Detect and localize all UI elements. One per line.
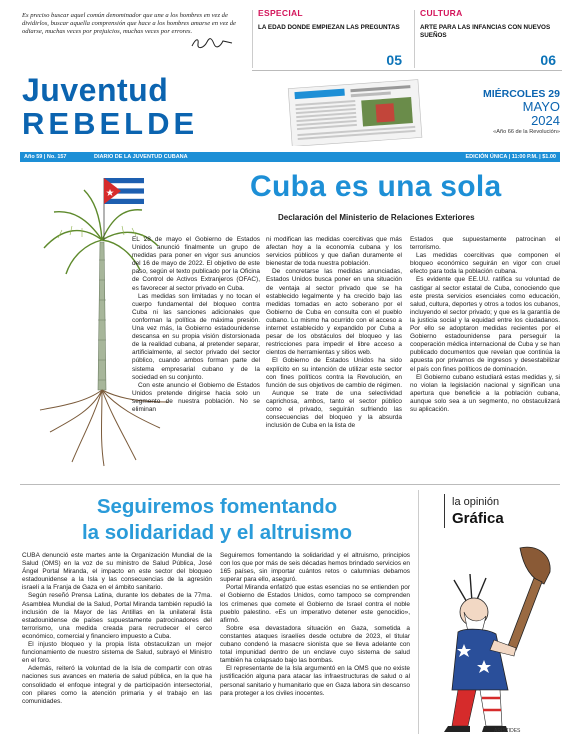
header-divider — [414, 10, 415, 68]
section-rule — [20, 484, 560, 485]
paragraph: Según reseñó Prensa Latina, durante los debates de la 77ma. Asamblea Mundial de la Salud, Portal Miranda también repudió la inclusión de la Mayor de las Antillas en la unilateral lista estadounidense de países supuestamente patrocinadores del terrorismo, una medida creada para recrudecer el cerco económico, comercial y financiero impuesto a Cuba. — [22, 592, 212, 640]
lead-subheadline: Declaración del Ministerio de Relaciones Exteriores — [278, 213, 475, 222]
teaser-headline: ARTE PARA LAS INFANCIAS CON NUEVOS SUEÑOS — [420, 24, 551, 39]
teaser-especial[interactable] — [258, 8, 408, 72]
paragraph: EL 28 de mayo el Gobierno de Estados Unidos anunció finalmente un grupo de medidas para poner en vigor sus anuncios del 16 de mayo de 2022. El objetivo de este paso, según el texto publicado por la Oficina de Control de Activos Extranjeros (OFAC), es favorecer al sector privado en Cuba. — [132, 236, 260, 292]
second-headline-line1[interactable]: Seguiremos fomentando — [96, 495, 338, 518]
date-year: 2024 — [531, 113, 560, 128]
edition-info: EDICIÓN ÚNICA | 11:00 P.M. | $1.00 — [465, 154, 556, 160]
paragraph: Aunque se trate de una selectividad caprichosa, ambos, tanto el sector público como el privado, seguirán sufriendo las consecuencias del bloqueo y la absurda inclusión de Cuba en la lista de — [266, 389, 402, 430]
issue-number: Año 59 | No. 157 — [24, 154, 67, 160]
newspaper-thumbnail-image[interactable] — [280, 78, 430, 146]
date-weekday: MIÉRCOLES 29 — [482, 88, 560, 100]
year-motto: «Año 66 de la Revolución» — [493, 129, 560, 135]
paragraph: CUBA denunció este martes ante la Organización Mundial de la Salud (OMS) en la voz de su ministro de Salud Pública, José Ángel Portal Miranda, el impacto en este sector del bloqueo estadounidense a la Isla y las consecuencias de la agresión israelí a la Franja de Gaza en el ámbito sanitario. — [22, 552, 212, 592]
paragraph: El Gobierno de Estados Unidos ha sido explícito en su intención de utilizar este sector con fines políticos contra la Revolución, en función de sus objetivos de cambio de régimen. — [266, 357, 402, 389]
lead-column-2 — [266, 236, 402, 430]
masthead-quote: Es preciso buscar aquel común denominador que une a los hombres en vez de dividirlos, buscar aquella comprensión que hace a los hombres amarse en vez de odiarse, muchas veces por prejuicios, muchas veces por errores. — [22, 12, 236, 36]
teaser-page: 06 — [540, 52, 556, 68]
header-divider — [252, 10, 253, 68]
logo-juventud: Juventud — [22, 72, 169, 108]
paragraph: El representante de la Isla argumentó en la OMS que no existe justificación alguna para atacar las infraestructuras de salud o al personal sanitario y humanitario que en Gaza labora sin descanso para proteger a los civiles inocentes. — [220, 665, 410, 697]
lead-headline[interactable]: Cuba es una sola — [250, 170, 502, 203]
teaser-section: CULTURA — [420, 8, 463, 18]
paragraph: Seguiremos fomentando la solidaridad y el altruismo, principios con los que por más de seis décadas hemos brindado servicios en 165 países, sin importar cuántos retos o calumnias debamos superar para ello, aseguró. — [220, 552, 411, 584]
paragraph: Las medidas son limitadas y no tocan el cuerpo fundamental del bloqueo contra Cuba ni las sanciones adicionales que conforman la política de máxima presión. Una vez más, la Gobierno estadounidense descansa en su propia visión distorsionada de la realidad cubana, al pretender separar, artificialmente, al sector privado del sector público, cuando ambos forman parte del sistema empresarial cubano y de la sociedad en su conjunto. — [132, 292, 260, 381]
paragraph: De concretarse las medidas anunciadas, Estados Unidos busca poner en una situación de ventaja al sector privado que se ha establecido legalmente y ha crecido bajo las medidas tomadas en acto soberano por el Gobierno de Cuba en consulta con el pueblo cubano. Lo mismo ha ocurrido con el acceso a internet establecido y expandido por Cuba a pesar de los obstáculos del bloqueo y las restricciones para impedir el libre acceso a cientos de herramientas y sitios web. — [266, 268, 402, 357]
edition-date — [483, 88, 560, 135]
second-column-2 — [220, 552, 410, 698]
cartoon-illustration[interactable] — [424, 540, 564, 736]
opinion-bar — [444, 494, 445, 528]
cartoon-credit: ARÍSTIDES — [494, 728, 521, 734]
header-rule — [252, 70, 562, 71]
column-divider — [418, 490, 419, 734]
paragraph: Sobre esa devastadora situación en Gaza, sometida a constantes ataques israelíes desde octubre de 2023, el titular cubano condenó la masacre sionista que se lleva adelante con total impunidad dentro de un enclave cuyo sistema de salud también ha colapsado bajo las bombas. — [220, 624, 410, 665]
paragraph: Las medidas coercitivas que componen el bloqueo económico seguirán en vigor con cruel efecto para toda la población cubana. — [410, 252, 560, 276]
date-month: MAYO — [522, 99, 560, 114]
teaser-section: ESPECIAL — [258, 8, 303, 18]
paragraph: El Gobierno cubano estudiará estas medidas y, si no violan la legislación nacional y significan una apertura que beneficie a la población cubana, aunque solo sea a un segmento, no obstaculizará su aplicación. — [410, 373, 560, 413]
teaser-cultura[interactable] — [420, 8, 562, 72]
paragraph: ni modifican las medidas coercitivas que más afectan hoy a la economía cubana y los servicios públicos y que dañan duramente el bienestar de toda nuestra población. — [266, 236, 402, 268]
second-column-1 — [22, 552, 212, 706]
signature-image — [190, 36, 234, 50]
second-headline-line2[interactable]: la solidaridad y el altruismo — [81, 521, 352, 544]
paragraph: Portal Miranda enfatizó que estas esencias no se entienden por el Gobierno de Estados Unidos, como tampoco se comprenden los crímenes que comete el Gobierno de Israel contra el noble pueblo palestino. «Es un imperativo detener este genocidio», afirmó. — [220, 584, 410, 624]
opinion-title: Gráfica — [452, 510, 504, 527]
paragraph: El injusto bloqueo y la propia lista obstaculizan un mejor funcionamiento de nuestro sistema de Salud, subrayó el Ministro en el foro. — [22, 641, 212, 665]
paragraph: Además, reiteró la voluntad de la Isla de compartir con otras naciones sus avances en materia de salud pública, en la que ha consolidado el enfoque integral y de participación intersectorial, con pilares como la atención primaria y el trabajo en las comunidades. — [22, 665, 212, 705]
teaser-page: 05 — [386, 52, 402, 68]
opinion-label: la opinión — [452, 496, 500, 508]
masthead-strip — [20, 152, 560, 162]
logo-rebelde: REBELDE — [22, 106, 199, 141]
paragraph: Con este anuncio el Gobierno de Estados Unidos pretende dirigirse hacia solo un segmento de nuestra población. No se eliminan — [132, 381, 260, 413]
paragraph: Estados que supuestamente patrocinan el terrorismo. — [410, 236, 560, 252]
paragraph: Es evidente que EE.UU. ratifica su voluntad de castigar al sector estatal de Cuba, conociendo que este presta servicios esenciales como educación, salud, cultura, deportes y otros a todos los cubanos, incluyendo el sector privado; y que es la garantía de la justicia social y la equidad entre los ciudadanos. Por ello se adoptaron medidas recientes por el Gobierno estadounidense para perseguir la cooperación médica internacional de Cuba y se han publicado documentos que revelan que continúa la apuesta por privarnos de ingresos y desestabilizar el país con fines políticos de dominación. — [410, 276, 560, 373]
teaser-headline: LA EDAD DONDE EMPIEZAN LAS PREGUNTAS — [258, 24, 400, 31]
lead-column-3 — [410, 236, 560, 414]
tagline: DIARIO DE LA JUVENTUD CUBANA — [94, 154, 188, 160]
lead-column-1 — [132, 236, 260, 414]
